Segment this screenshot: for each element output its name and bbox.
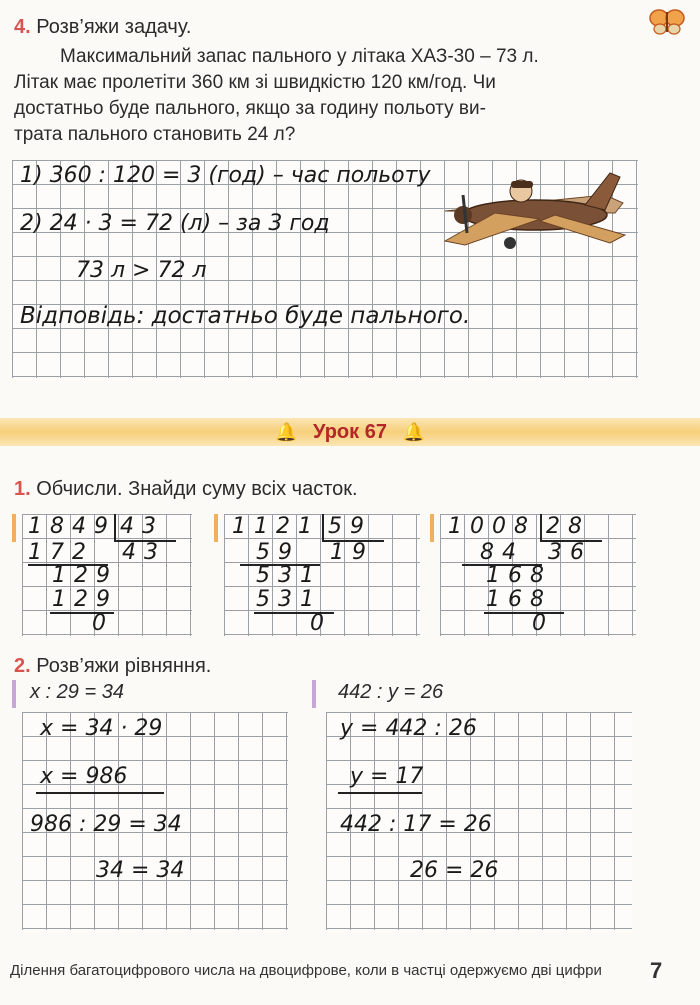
lesson-header	[0, 418, 700, 446]
eq2-step-1: y = 442 : 26	[340, 716, 477, 741]
division-1-dividend: 1849	[28, 514, 116, 539]
solution-comparison: 73 л > 72 л	[76, 258, 207, 283]
solution-step-2: 2) 24 · 3 = 72 (л) – за 3 год	[20, 211, 330, 236]
eq1-step-2: x = 986	[40, 764, 128, 789]
underline	[28, 564, 108, 566]
division-3-remainder: 168	[486, 563, 552, 588]
problem-line: Літак має пролетіти 360 км зі швидкістю 120 км/год. Чи	[14, 72, 496, 93]
division-1-bracket	[114, 514, 176, 542]
eq2-check-result: 26 = 26	[410, 858, 499, 883]
underline	[50, 612, 114, 614]
underline	[240, 564, 320, 566]
division-2-remainder: 531	[256, 563, 322, 588]
task2-number: 2.	[14, 655, 31, 677]
eq2-step-2: y = 17	[350, 764, 424, 789]
footer-text: Ділення багатоцифрового числа на двоцифрове, коли в частці одержуємо дві цифри	[10, 962, 602, 979]
task1-header	[14, 478, 358, 501]
bell-icon: 🔔	[275, 422, 298, 442]
division-2-dividend: 1121	[232, 514, 320, 539]
problem-line: Максимальний запас пального у літака ХАЗ-30 – 73 л.	[60, 46, 539, 67]
airplane-illustration	[425, 155, 630, 260]
divider-bar	[12, 514, 16, 542]
eq1-check-result: 34 = 34	[96, 858, 185, 883]
division-3-bracket	[540, 514, 602, 542]
page-number: 7	[650, 958, 663, 983]
division-3-subtrahend-2: 168	[486, 587, 552, 612]
task4-title: Розв’яжи задачу.	[36, 16, 192, 38]
division-3-subtrahend: 84	[480, 540, 524, 565]
equation-1: x : 29 = 34	[30, 681, 124, 703]
underline	[36, 792, 164, 794]
divider-bar	[214, 514, 218, 542]
eq2-check: 442 : 17 = 26	[340, 812, 492, 837]
divider-bar	[430, 514, 434, 542]
bell-icon: 🔔	[402, 422, 425, 442]
division-3-quotient: 36	[548, 540, 592, 565]
task4-problem	[14, 44, 694, 148]
division-2-quotient: 19	[330, 540, 374, 565]
division-3-final: 0	[532, 611, 546, 636]
task1-number: 1.	[14, 478, 31, 500]
eq1-step-1: x = 34 · 29	[40, 716, 163, 741]
lesson-title: Урок 67	[313, 421, 387, 443]
underline	[462, 564, 542, 566]
division-2-final: 0	[310, 611, 324, 636]
division-3-dividend: 1008	[448, 514, 536, 539]
problem-line: достатньо буде пального, якщо за годину польоту ви-	[14, 98, 486, 119]
equation-2: 442 : y = 26	[338, 681, 444, 703]
task1-title: Обчисли. Знайди суму всіх часток.	[36, 478, 358, 500]
task4-header	[14, 16, 191, 39]
problem-line: трата пального становить 24 л?	[14, 124, 296, 145]
division-1-final: 0	[92, 611, 106, 636]
task2-header	[14, 655, 211, 678]
division-2-subtrahend: 59	[256, 540, 300, 565]
divider-bar	[12, 680, 16, 708]
underline	[338, 792, 422, 794]
division-1-divisor: 43	[120, 514, 164, 539]
solution-step-1: 1) 360 : 120 = 3 (год) – час польоту	[20, 163, 431, 188]
eq1-check: 986 : 29 = 34	[30, 812, 182, 837]
division-1-subtrahend-2: 129	[52, 587, 118, 612]
underline	[254, 612, 334, 614]
division-2-bracket	[322, 514, 384, 542]
task4-number: 4.	[14, 16, 31, 38]
division-3-divisor: 28	[546, 514, 590, 539]
divider-bar	[312, 680, 316, 708]
division-2-divisor: 59	[328, 514, 372, 539]
division-1-subtrahend: 172	[28, 540, 94, 565]
division-2-subtrahend-2: 531	[256, 587, 322, 612]
division-1-remainder: 129	[52, 563, 118, 588]
butterfly-icon	[648, 6, 686, 36]
division-1-quotient: 43	[122, 540, 166, 565]
task4-answer: Відповідь: достатньо буде пального.	[20, 303, 471, 329]
underline	[484, 612, 564, 614]
task2-title: Розв’яжи рівняння.	[36, 655, 212, 677]
